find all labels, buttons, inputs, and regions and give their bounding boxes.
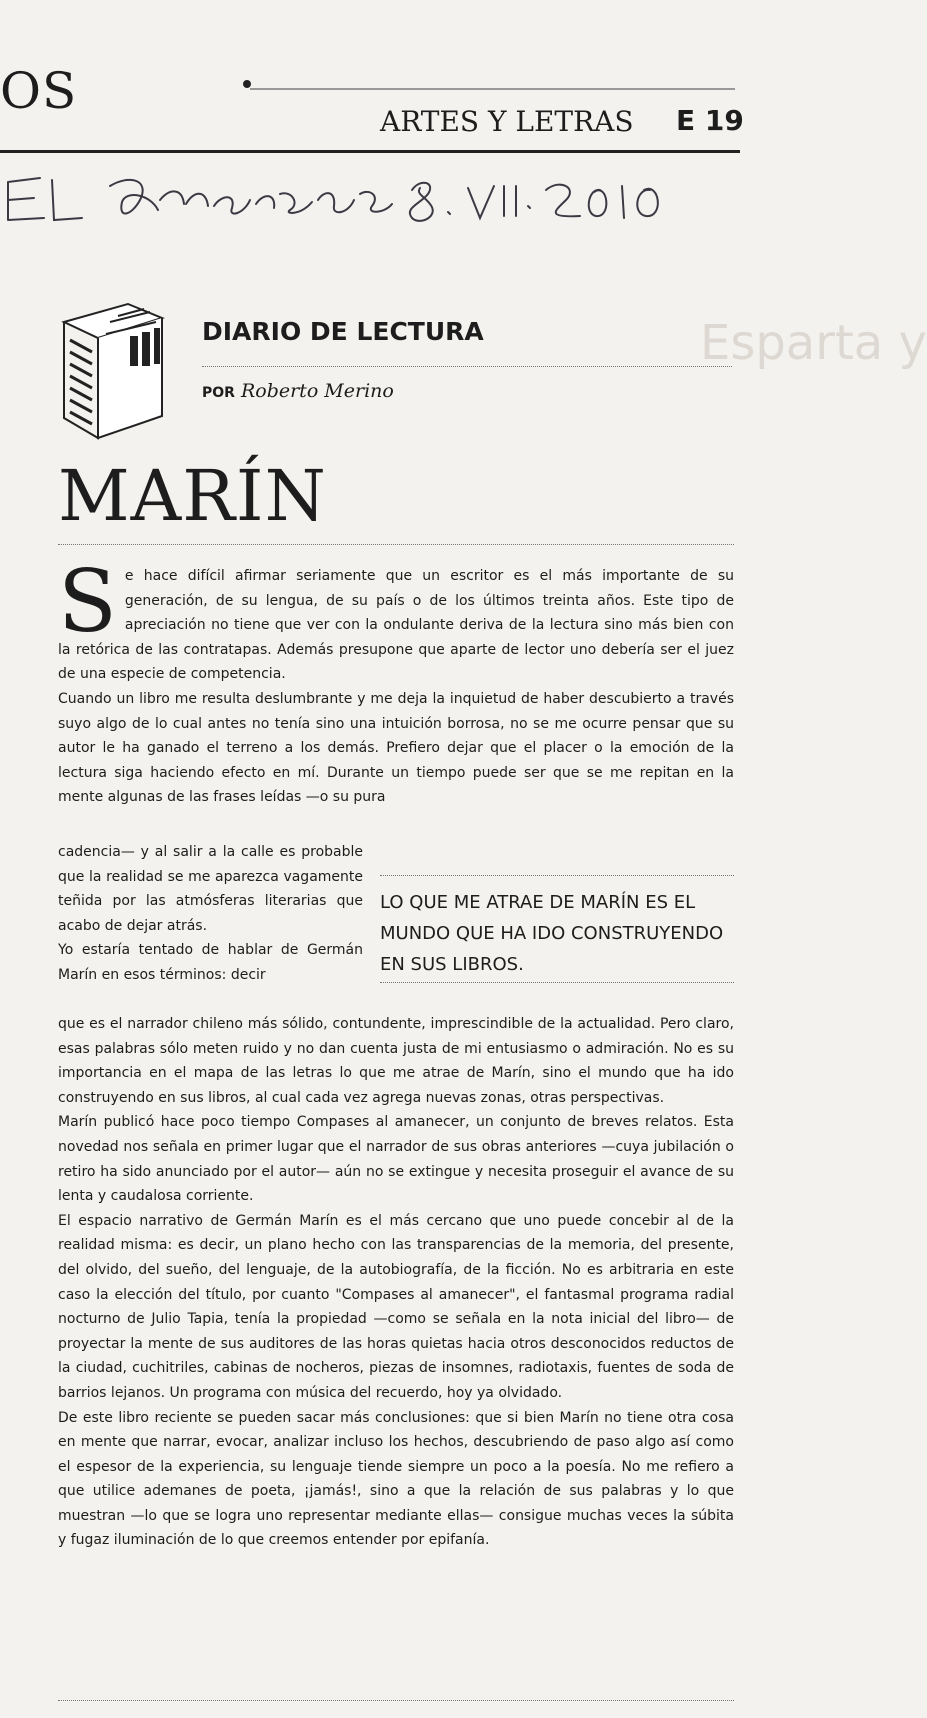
page-number: E 19 — [676, 104, 744, 137]
pull-quote: LO QUE ME ATRAE DE MARÍN ES EL MUNDO QUE HA IDO CONSTRUYENDO EN SUS LIBROS. — [380, 892, 724, 975]
paragraph: cadencia— y al salir a la calle es probable que la realidad se me aparezca vagamente teñida por las atmósferas literarias que acabo de dejar atrás. — [58, 844, 363, 934]
pull-quote-rule — [380, 982, 734, 983]
headline: MARÍN — [58, 455, 327, 537]
author-name: Roberto Merino — [240, 380, 394, 402]
dotted-divider — [202, 366, 732, 367]
article-body-top — [58, 552, 734, 810]
paragraph: Marín publicó hace poco tiempo Compases al amanecer, un conjunto de breves relatos. Esta novedad nos señala en primer lugar que el narrador de sus obras anteriores —cuya jubilación o retiro ha sido anunciado por el autor— aún no se extingue y necesita proseguir el avance de su lenta y caudalosa corriente. — [58, 1114, 734, 1205]
section-fragment: OS — [0, 62, 78, 120]
header-rule — [0, 150, 740, 153]
byline — [202, 380, 394, 402]
bullet-dot — [243, 80, 251, 88]
section-title: ARTES Y LETRAS — [380, 105, 634, 138]
paragraph: Cuando un libro me resulta deslumbrante y me deja la inquietud de haber descubierto a través suyo algo de lo cual antes no tenía sino una intuición borrosa, no se me ocurre pensar que su autor le ha ganado el terreno a los demás. Prefiero dejar que el placer o la emoción de la lectura siga haciendo efecto en mí. Durante un tiempo puede ser que se me repitan en la mente algunas de las frases leídas —o su pura — [58, 690, 734, 806]
paragraph: El espacio narrativo de Germán Marín es el más cercano que uno puede concebir al de la realidad misma: es decir, un plano hecho con las transparencias de la memoria, del presente, del olvido, del sueño, del lenguaje, de la autobiografía, de la ficción. No es arbitraria en este caso la elección del título, por cuanto "Compases al amanecer", el fantasmal programa radial nocturno de Julio Tapia, tenía la propiedad —como se señala en la nota inicial del libro— de proyectar la mente de sus auditores de las horas quietas hacia otros desconocidos reductos de la ciudad, cuchitriles, cabinas de nocheros, piezas de insomnes, radiotaxis, fuentes de soda de barrios lejanos. Un programa con música del recuerdo, hoy ya olvidado. — [58, 1212, 734, 1401]
article-body-bottom — [58, 1012, 734, 1553]
paragraph: Yo estaría tentado de hablar de Germán Marín en esos términos: decir — [58, 942, 363, 983]
paragraph: e hace difícil afirmar seriamente que un escritor es el más importante de su generación, de su lengua, de su país o de los últimos treinta años. Este tipo de apreciación no tiene que ver con la ondulante deriva de la lectura sino más bien con la retórica de las contratapas. Además presupone que aparte de lector uno debería ser el juez de una especie de competencia. — [58, 568, 734, 683]
dotted-divider — [58, 544, 734, 545]
column-title: DIARIO DE LECTURA — [202, 317, 484, 346]
column-logo-icon — [58, 292, 168, 442]
header-top-rule — [250, 88, 735, 90]
article-body-left — [58, 840, 363, 988]
drop-cap: S — [58, 552, 117, 652]
bleed-through-text: Esparta y — [700, 315, 927, 371]
footer-dotted-divider — [58, 1700, 734, 1701]
handwritten-date-note — [0, 160, 740, 230]
byline-prefix: POR — [202, 385, 235, 401]
paragraph: De este libro reciente se pueden sacar más conclusiones: que si bien Marín no tiene otra cosa en mente que narrar, evocar, analizar incluso los hechos, descubriendo de paso algo así como el espesor de la experiencia, su lenguaje tiende siempre un poco a la poesía. No me refiero a que utilice ademanes de poeta, ¡jamás!, sino a que la relación de sus palabras y lo que muestran —lo que se logra uno representar mediante ellas— consigue muchas veces la súbita y fugaz iluminación de lo que creemos entender por epifanía. — [58, 1409, 734, 1549]
paragraph: que es el narrador chileno más sólido, contundente, imprescindible de la actualidad. Pero claro, esas palabras sólo meten ruido y no dan cuenta justa de mi entusiasmo o admiración. No es su importancia en el mapa de las letras lo que me atrae de Marín, sino el mundo que ha ido construyendo en sus libros, al cual cada vez agrega nuevas zonas, otras perspectivas. — [58, 1016, 734, 1106]
pull-quote-rule — [380, 875, 734, 876]
